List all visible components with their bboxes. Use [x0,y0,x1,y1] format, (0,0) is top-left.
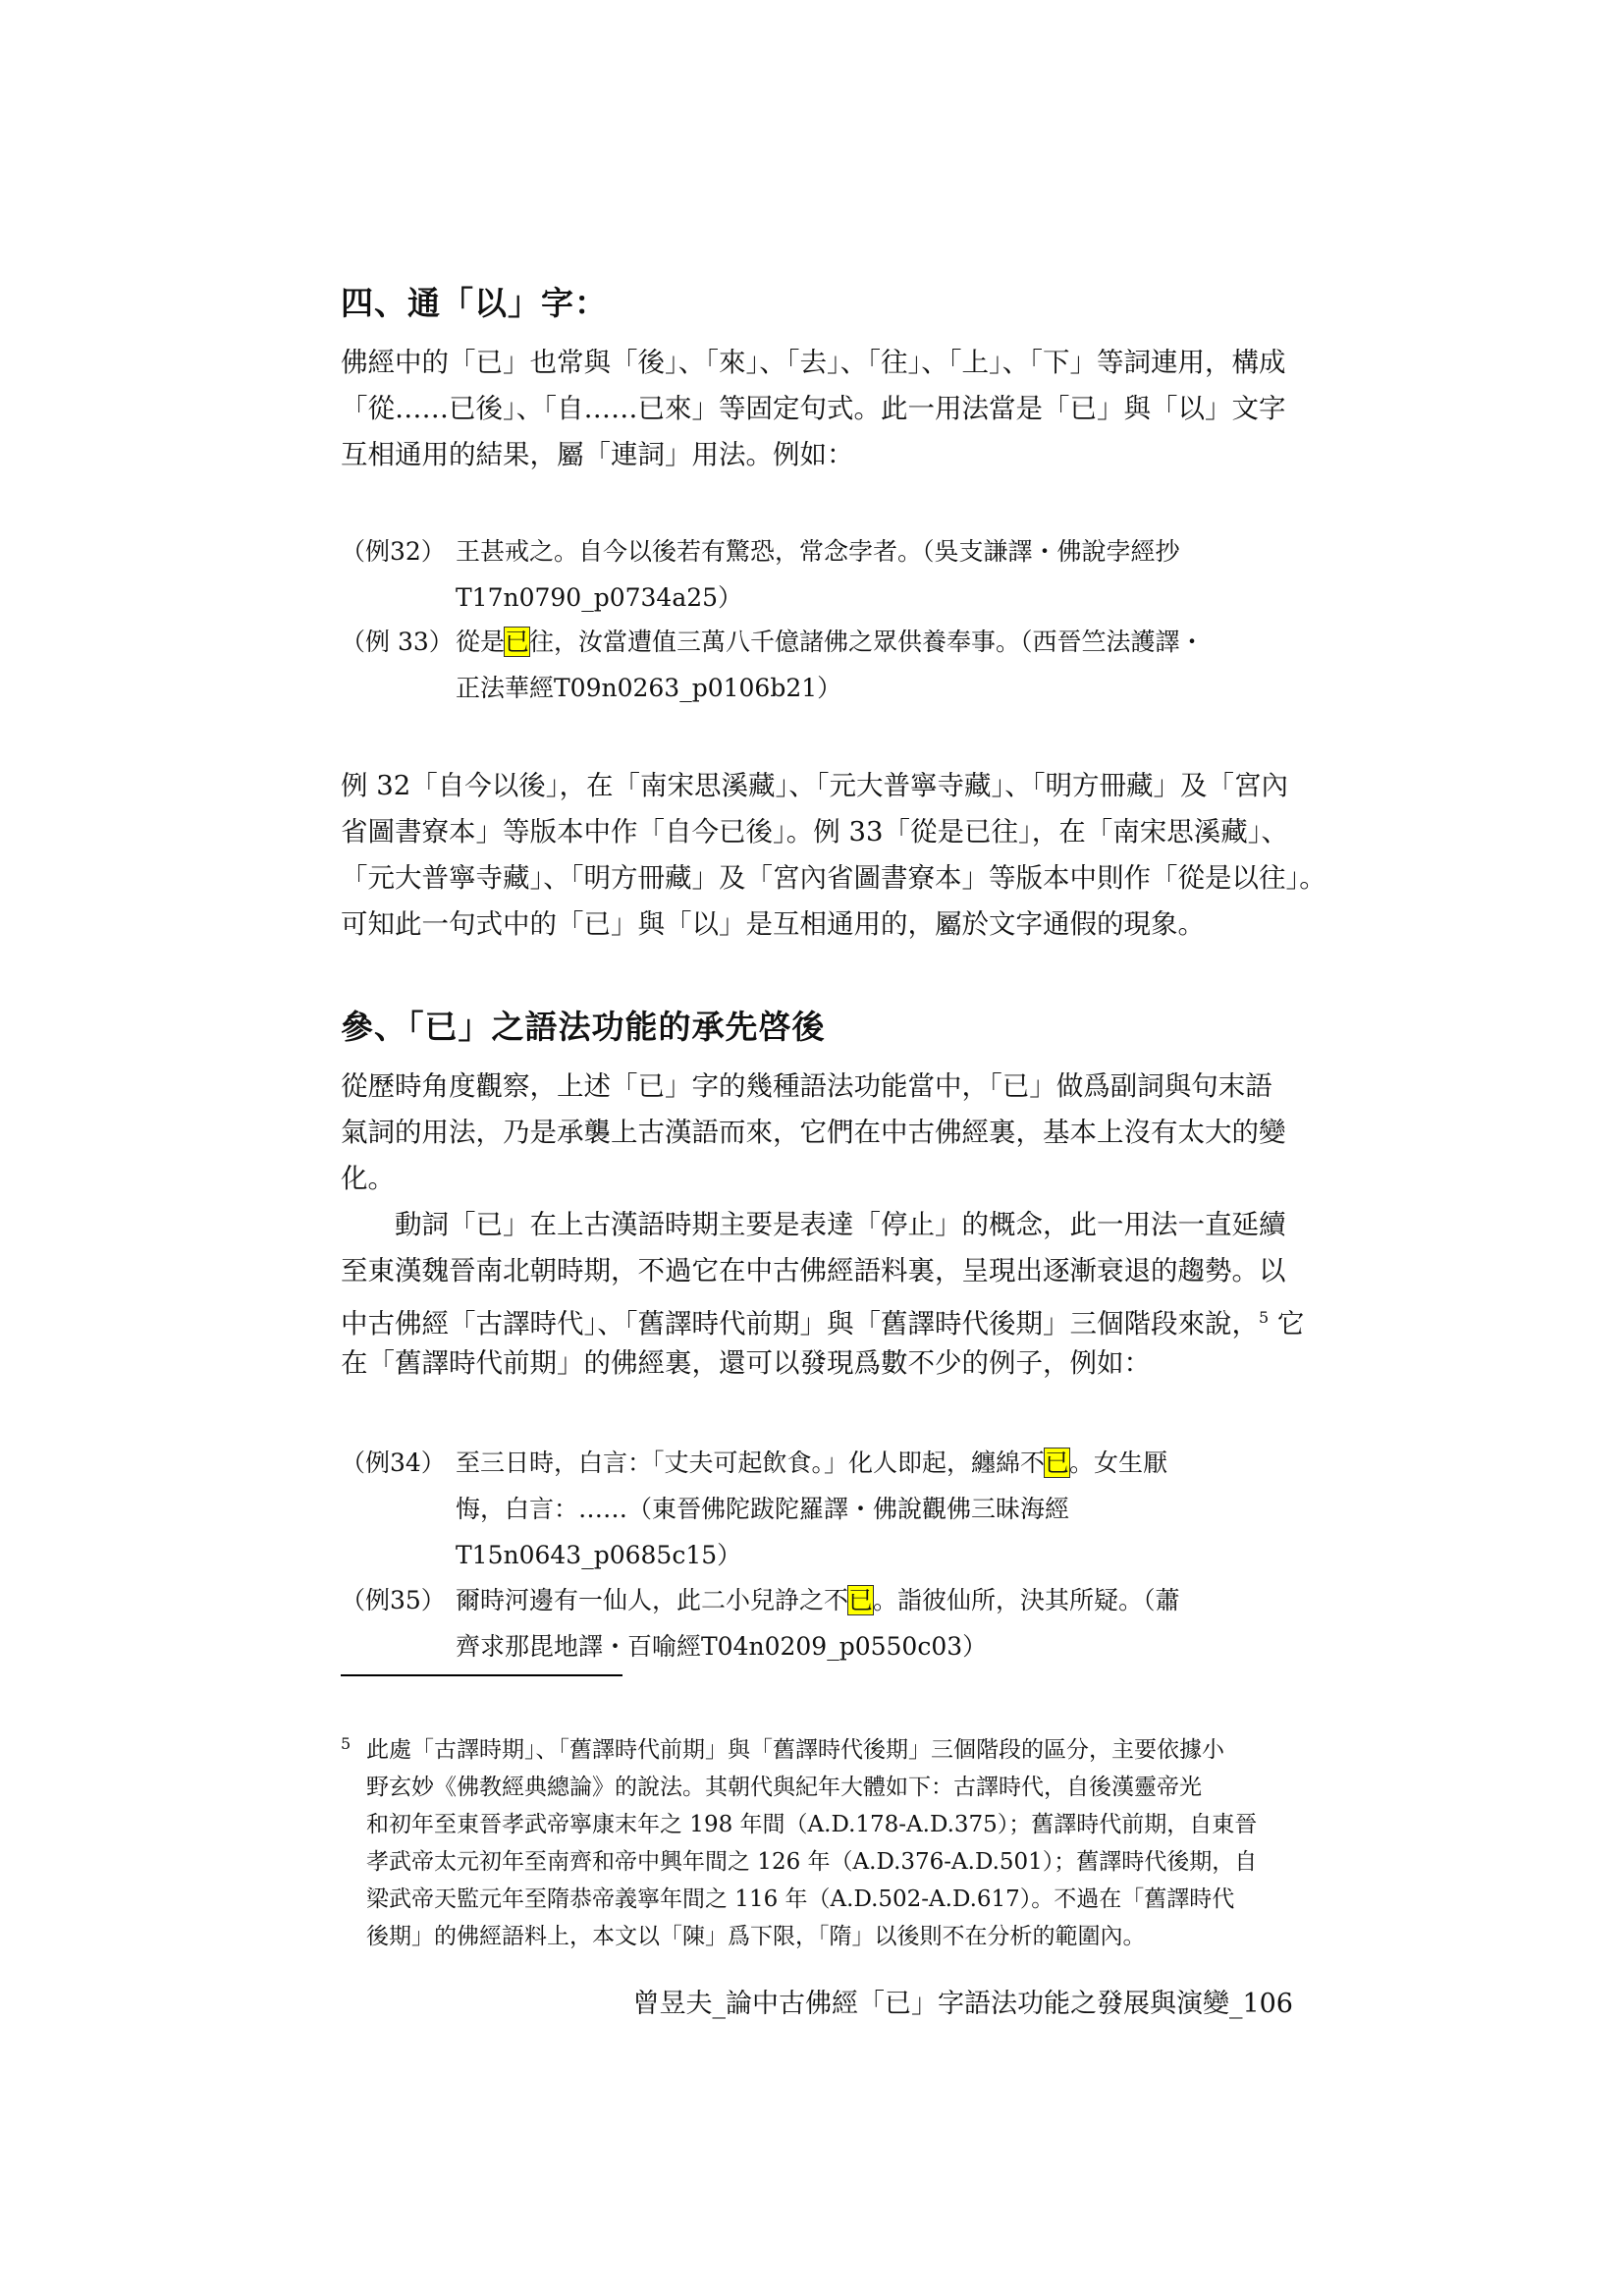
footnote-line: 5 此處「古譯時期」、「舊譯時代前期」與「舊譯時代後期」三個階段的區分，主要依據小 [341,1731,1293,1769]
footnote-marker[interactable]: 5 [1259,1308,1270,1327]
example-label: （例35） [341,1586,446,1614]
section-heading-4: 四、通「以」字： [341,284,608,322]
footnote-line: 梁武帝天監元年至隋恭帝義寧年間之 116 年（A.D.502-A.D.617）。不過在「舊譯時代 [366,1886,1235,1912]
example-33 [341,619,1293,711]
example-text: 爾時河邊有一仙人，此二小兒諍之不已。詣彼仙所，決其所疑。（蕭 [456,1586,1180,1614]
paragraph-line: 動詞「已」在上古漢語時期主要是表達「停止」的概念，此一用法一直延續 [395,1209,1286,1240]
paragraph-line: 可知此一句式中的「已」與「以」是互相通用的，屬於文字通假的現象。 [341,908,1205,940]
footnote-number: 5 [341,1734,352,1753]
footnote-line: 野玄妙《佛教經典總論》的說法。其朝代與紀年大體如下：古譯時代，自後漢靈帝光 [366,1775,1202,1800]
paragraph-line: 在「舊譯時代前期」的佛經裏，還可以發現爲數不少的例子，例如： [341,1347,1151,1379]
paragraph-1 [341,340,1290,478]
paragraph-line: 中古佛經「古譯時代」、「舊譯時代前期」與「舊譯時代後期」三個階段來說，$^5$ 它 [341,1308,1305,1339]
footnote-line: 和初年至東晉孝武帝寧康末年之 198 年間（A.D.178-A.D.375）；舊譯時代前期，自東晉 [366,1812,1258,1837]
footnote-5 [341,1731,1293,1955]
paragraph-line: 省圖書寮本」等版本中作「自今已後」。例 33「從是已往」，在「南宋思溪藏」、 [341,816,1288,847]
example-34 [341,1440,1293,1578]
footnote-line: 孝武帝太元初年至南齊和帝中興年間之 126 年（A.D.376-A.D.501）；舊譯時代後期，自 [366,1849,1258,1875]
paragraph-line: 例 32「自今以後」，在「南宋思溪藏」、「元大普寧寺藏」、「明方冊藏」及「宮內 [341,770,1288,801]
paragraph-line: 佛經中的「已」也常與「後」、「來」、「去」、「往」、「上」、「下」等詞連用，構成 [341,347,1286,378]
paragraph-line: 互相通用的結果，屬「連詞」用法。例如： [341,439,854,470]
paragraph-line: 從歷時角度觀察，上述「已」字的幾種語法功能當中，「已」做爲副詞與句末語 [341,1070,1272,1102]
example-35 [341,1577,1293,1669]
section-heading-3: 參、「已」之語法功能的承先啓後 [341,1008,826,1046]
example-citation: 齊求那毘地譯・百喻經T04n0209_p0550c03） [456,1632,988,1661]
paragraph-2 [341,763,1326,948]
example-text-continued: 悔，白言：……（東晉佛陀跋陀羅譯・佛說觀佛三昧海經 [456,1495,1070,1523]
footnote-divider [341,1674,622,1676]
highlighted-character: 已 [848,1586,874,1614]
highlighted-character: 已 [505,628,530,656]
example-32 [341,528,1293,621]
paragraph-line: 至東漢魏晉南北朝時期，不過它在中古佛經語料裏，呈現出逐漸衰退的趨勢。以 [341,1255,1286,1286]
paragraph-line: 「從……已後」、「自……已來」等固定句式。此一用法當是「已」與「以」文字 [341,393,1286,424]
example-label: （例32） [341,537,446,566]
example-citation: T15n0643_p0685c15） [456,1541,742,1569]
paragraph-3 [341,1064,1290,1202]
footnote-line: 後期」的佛經語料上，本文以「陳」爲下限，「隋」以後則不在分析的範圍內。 [366,1924,1146,1949]
example-citation: 正法華經T09n0263_p0106b21） [456,674,842,702]
page-footer: 曾昱夫_論中古佛經「已」字語法功能之發展與演變_106 [632,1989,1293,2019]
example-text: 從是已往，汝當遭值三萬八千億諸佛之眾供養奉事。（西晉竺法護譯・ [456,628,1205,656]
paragraph-line: 「元大普寧寺藏」、「明方冊藏」及「宮內省圖書寮本」等版本中則作「從是以往」。 [341,862,1326,894]
example-label: （例 33） [341,628,454,656]
example-citation: T17n0790_p0734a25） [456,583,743,612]
paragraph-line: 氣詞的用法，乃是承襲上古漢語而來，它們在中古佛經裏，基本上沒有太大的變 [341,1117,1286,1148]
example-text: 王甚戒之。自今以後若有驚恐，常念孛者。（吳支謙譯・佛說孛經抄 [456,537,1180,566]
example-label: （例34） [341,1449,446,1477]
paragraph-line: 化。 [341,1163,395,1194]
highlighted-character: 已 [1045,1449,1070,1477]
example-text: 至三日時，白言：「丈夫可起飲食。」化人即起，纏綿不已。女生厭 [456,1449,1168,1477]
paragraph-4 [341,1202,1305,1387]
